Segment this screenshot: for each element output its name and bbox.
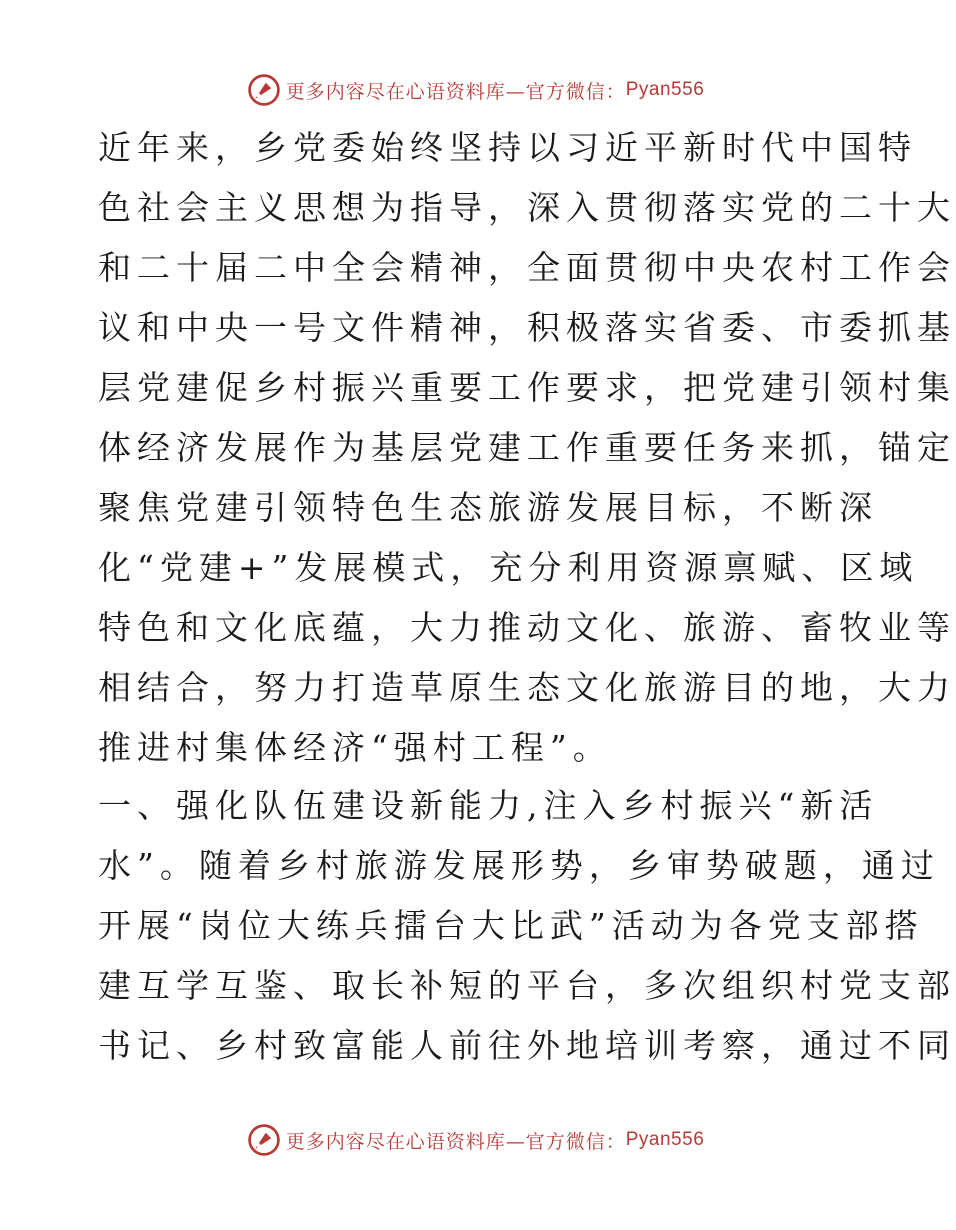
text-line: 书记、乡村致富能人前往外地培训考察，通过不同 [98,1026,956,1065]
text-line: 近年来，乡党委始终坚持以习近平新时代中国特 [98,128,917,167]
paragraph-section-one [98,776,956,1076]
text-line: 议和中央一号文件精神，积极落实省委、市委抓基 [98,308,956,347]
text-line: 色社会主义思想为指导，深入贯彻落实党的二十大 [98,188,956,227]
watermark-text: 更多内容尽在心语资料库—官方微信： [285,1130,626,1153]
header-watermark [0,70,950,110]
text-line: 水”。随着乡村旅游发展形势，乡审势破题，通过 [98,846,940,885]
pen-nib-logo-icon [246,1122,282,1158]
text-line: 一、强化队伍建设新能力,注入乡村振兴“新活 [98,786,879,825]
text-line: 和二十届二中全会精神，全面贯彻中央农村工作会 [98,248,956,287]
pen-nib-logo-icon [246,72,282,108]
text-line: 相结合，努力打造草原生态文化旅游目的地，大力 [98,668,956,707]
text-line: 推进村集体经济“强村工程”。 [98,728,612,767]
watermark-wechat-id: Pyan556 [625,1129,705,1150]
watermark-text: 更多内容尽在心语资料库—官方微信： [285,80,626,103]
text-line: 聚焦党建引领特色生态旅游发展目标，不断深 [98,488,878,527]
text-line: 体经济发展作为基层党建工作重要任务来抓，锚定 [98,428,956,467]
watermark-wechat-id: Pyan556 [625,79,705,100]
text-line: 化“党建+”发展模式，充分利用资源禀赋、区域 [98,548,919,587]
text-line: 特色和文化底蕴，大力推动文化、旅游、畜牧业等 [98,608,956,647]
paragraph-intro [98,118,956,778]
text-line: 层党建促乡村振兴重要工作要求，把党建引领村集 [98,368,956,407]
text-line: 建互学互鉴、取长补短的平台，多次组织村党支部 [98,966,956,1005]
footer-watermark [0,1120,950,1160]
text-line: 开展“岗位大练兵擂台大比武”活动为各党支部搭 [98,906,924,945]
